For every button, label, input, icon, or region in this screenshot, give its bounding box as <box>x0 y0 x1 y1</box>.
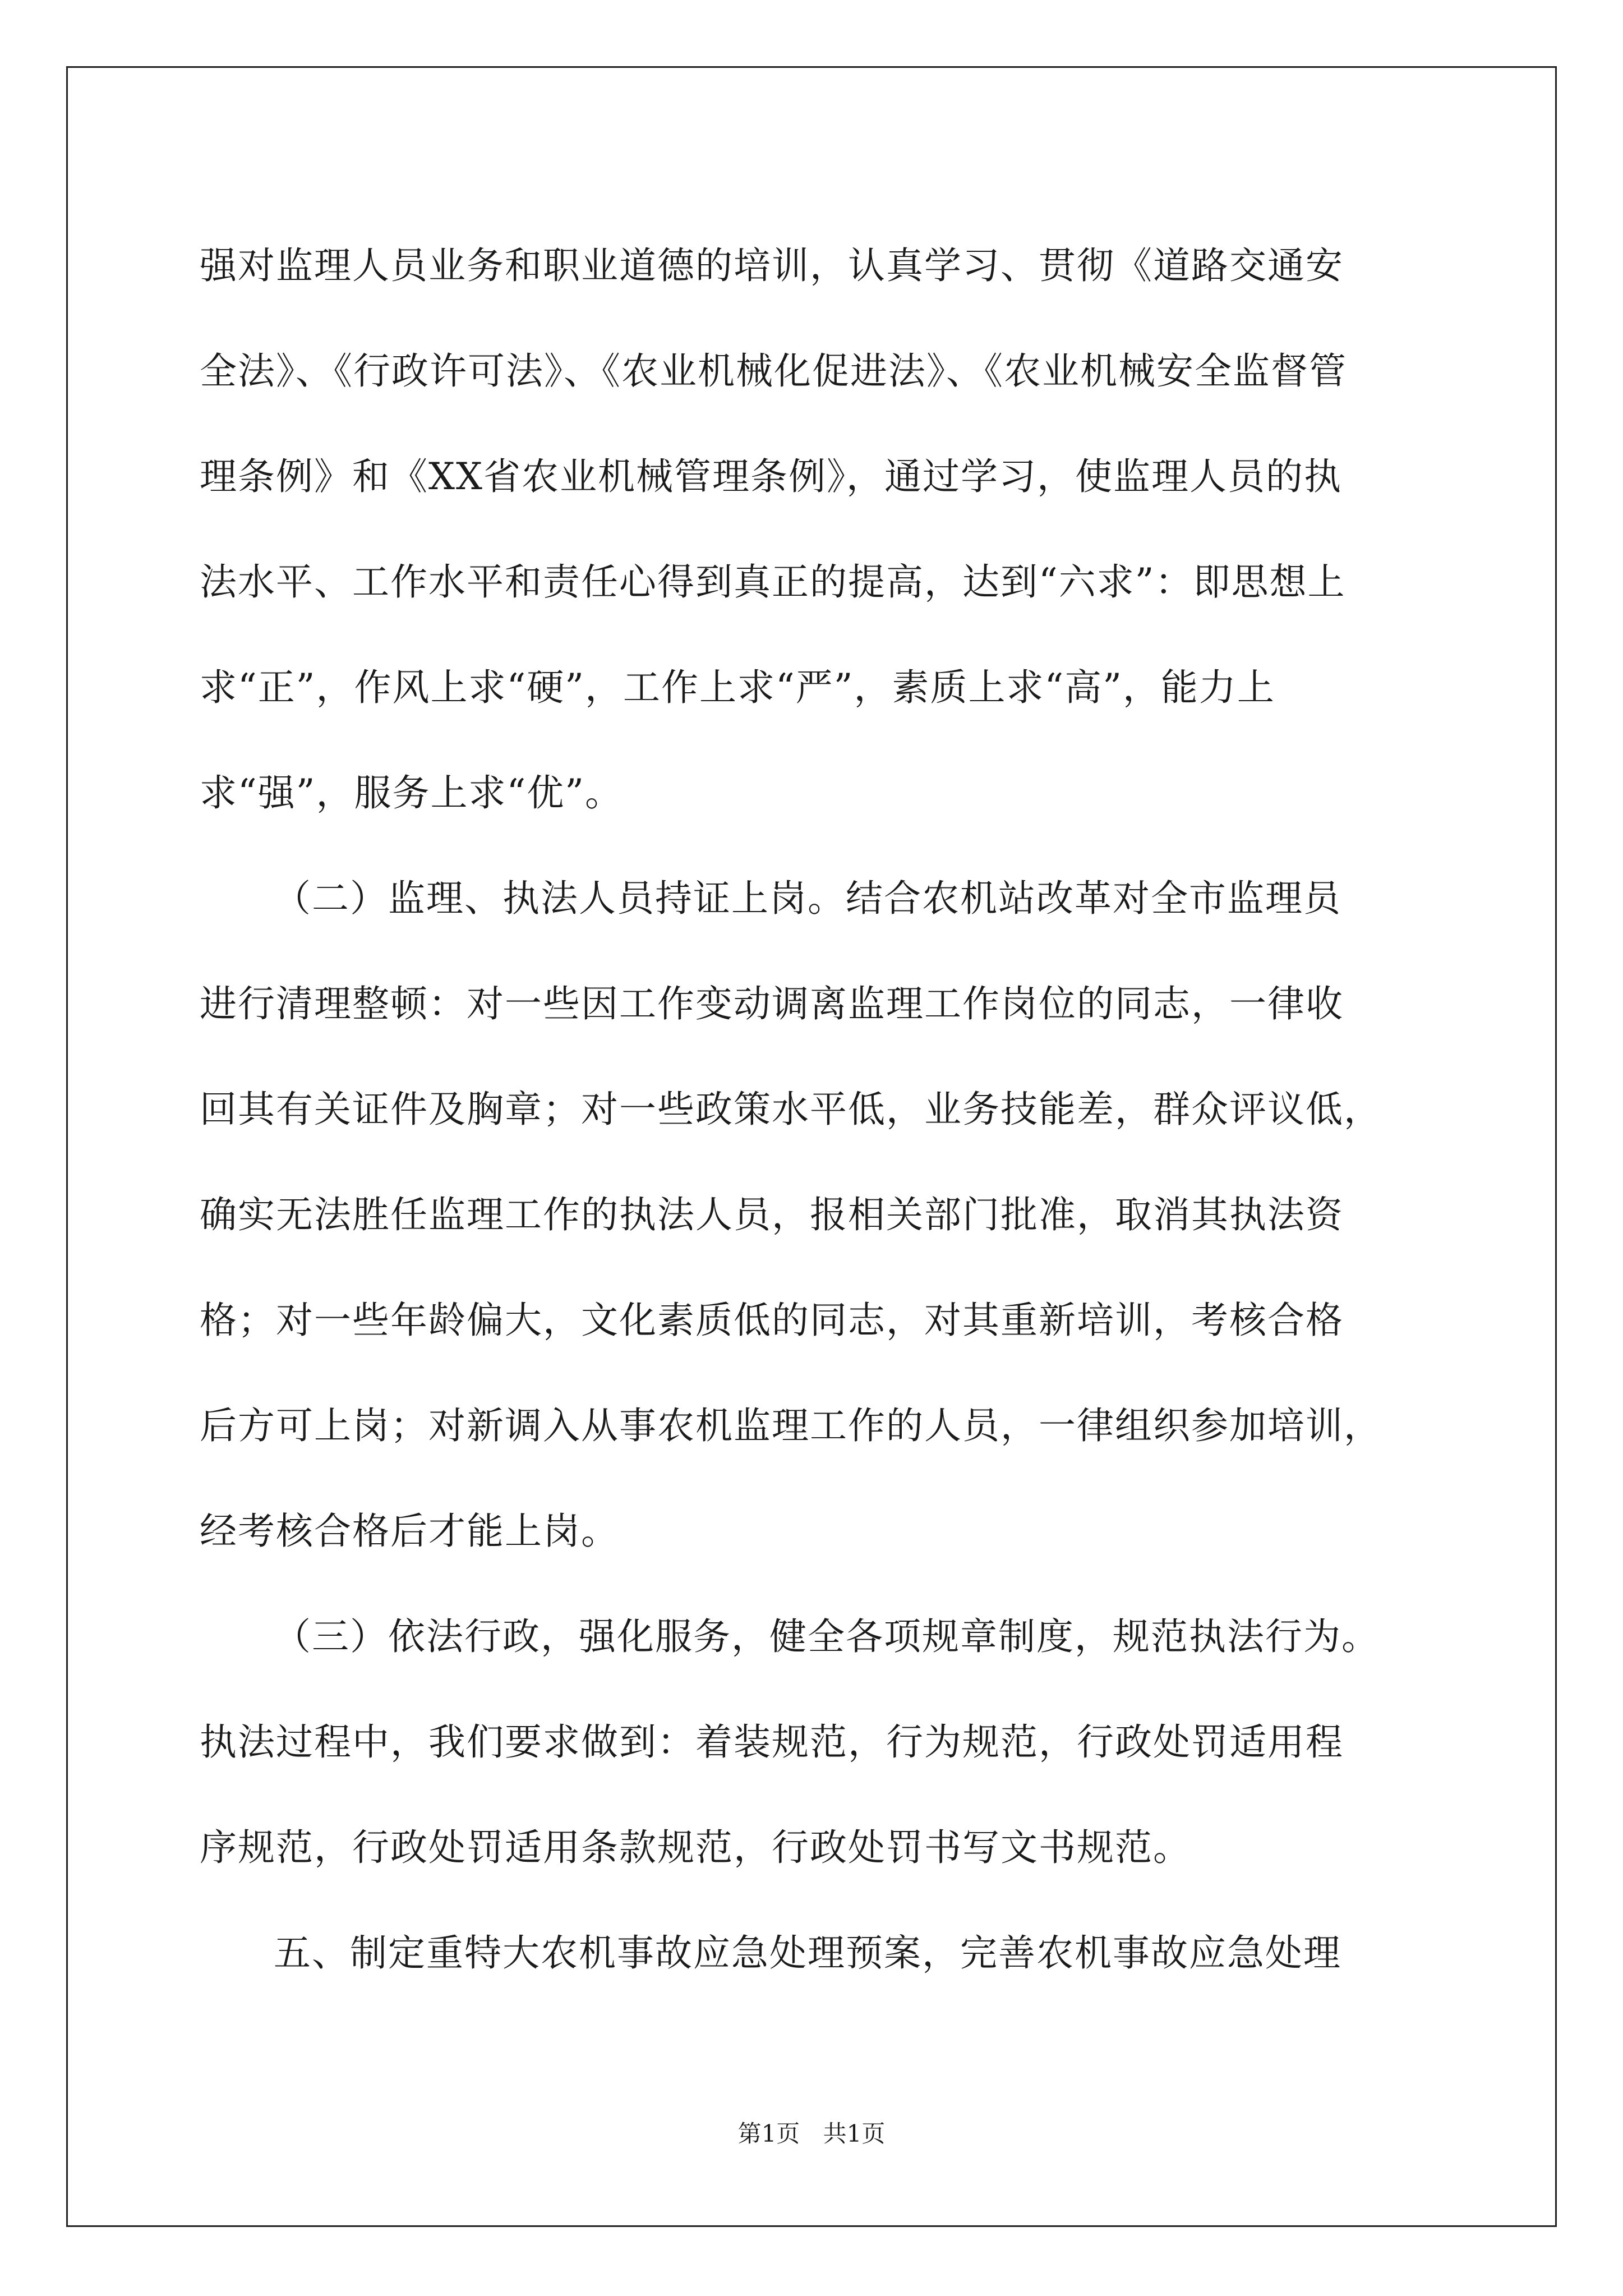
text-line: 进行清理整顿：对一些因工作变动调离监理工作岗位的同志，一律收 <box>200 982 1344 1025</box>
page-number: 第1页 <box>737 2120 800 2147</box>
text-line: 回其有关证件及胸章；对一些政策水平低，业务技能差，群众评议低， <box>200 1088 1382 1131</box>
paragraph-start-line: （二）监理、执法人员持证上岗。结合农机站改革对全市监理员 <box>274 877 1341 920</box>
text-line: 序规范，行政处罚适用条款规范，行政处罚书写文书规范。 <box>200 1826 1191 1869</box>
text-line: 确实无法胜任监理工作的执法人员，报相关部门批准，取消其执法资 <box>200 1193 1344 1236</box>
text-line: 求“强”，服务上求“优”。 <box>200 771 623 815</box>
page-total: 共1页 <box>823 2120 886 2147</box>
text-line: 全法》、《行政许可法》、《农业机械化促进法》、《农业机械安全监督管 <box>200 349 1347 393</box>
text-line: 理条例》和《XX省农业机械管理条例》，通过学习，使监理人员的执 <box>200 455 1342 498</box>
text-line: 经考核合格后才能上岗。 <box>200 1510 619 1553</box>
page-footer <box>0 2117 1623 2151</box>
text-line: 强对监理人员业务和职业道德的培训，认真学习、贯彻《道路交通安 <box>200 244 1344 287</box>
text-line: 求“正”，作风上求“硬”，工作上求“严”，素质上求“高”，能力上 <box>200 666 1275 709</box>
text-line: 后方可上岗；对新调入从事农机监理工作的人员，一律组织参加培训， <box>200 1404 1382 1447</box>
text-line: 格；对一些年龄偏大，文化素质低的同志，对其重新培训，考核合格 <box>200 1299 1344 1342</box>
text-line: 执法过程中，我们要求做到：着装规范，行为规范，行政处罚适用程 <box>200 1720 1344 1764</box>
text-line: 法水平、工作水平和责任心得到真正的提高，达到“六求”：即思想上 <box>200 560 1346 604</box>
paragraph-start-line: 五、制定重特大农机事故应急处理预案，完善农机事故应急处理 <box>274 1931 1341 1975</box>
document-body <box>200 213 1433 2006</box>
paragraph-start-line: （三）依法行政，强化服务，健全各项规章制度，规范执法行为。 <box>274 1615 1380 1658</box>
